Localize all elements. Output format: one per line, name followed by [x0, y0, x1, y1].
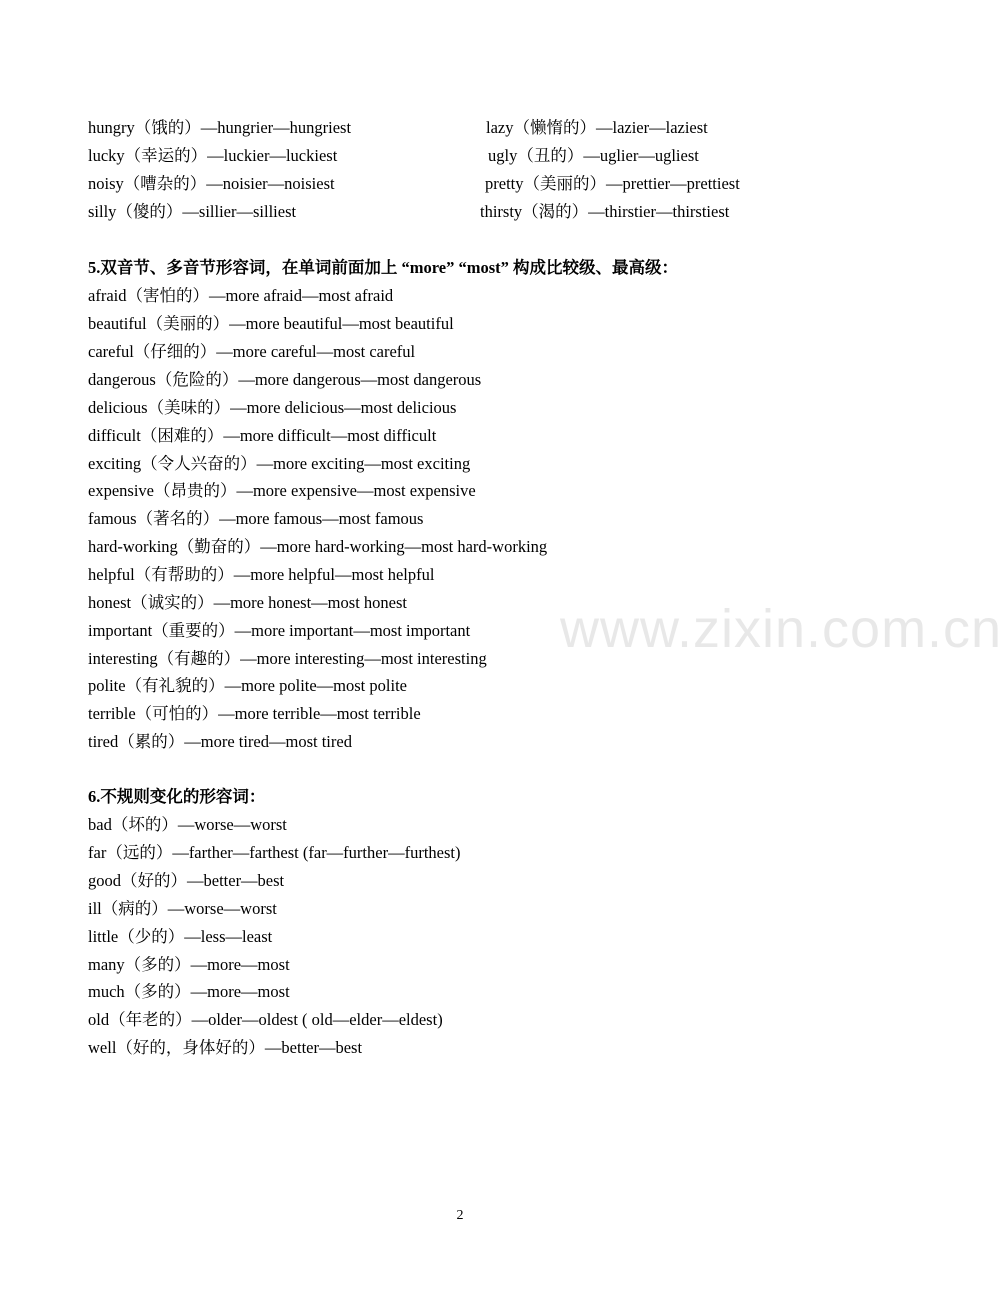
list-item: famous（著名的）—more famous—most famous — [88, 509, 424, 528]
row-left-text: lucky（幸运的）—luckier—luckiest — [88, 146, 338, 165]
list-item: many（多的）—more—most — [88, 955, 290, 974]
watermark: www.zixin.com.cn — [560, 599, 1002, 659]
list-item: difficult（困难的）—more difficult—most difficult — [88, 426, 437, 445]
list-item: careful（仔细的）—more careful—most careful — [88, 342, 416, 361]
list-item: far（远的）—farther—farthest (far—further—furthest) — [88, 843, 461, 862]
list-item: hard-working（勤奋的）—more hard-working—most hard-working — [88, 537, 548, 556]
row-right-text: lazy（懒惰的）—lazier—laziest — [486, 118, 708, 137]
list-item: beautiful（美丽的）—more beautiful—most beautiful — [88, 314, 454, 333]
list-item: good（好的）—better—best — [88, 871, 285, 890]
page-number: 2 — [456, 1208, 464, 1223]
row-left-text: noisy（嘈杂的）—noisier—noisiest — [88, 174, 335, 193]
list-item: polite（有礼貌的）—more polite—most polite — [88, 676, 407, 695]
list-item: terrible（可怕的）—more terrible—most terrible — [88, 704, 421, 723]
list-item: dangerous（危险的）—more dangerous—most dangerous — [88, 370, 482, 389]
section-6-heading: 6.不规则变化的形容词： — [88, 787, 266, 806]
list-item: helpful（有帮助的）—more helpful—most helpful — [88, 565, 435, 584]
list-item: interesting（有趣的）—more interesting—most interesting — [88, 649, 487, 668]
list-item: little（少的）—less—least — [88, 927, 273, 946]
list-item: old（年老的）—older—oldest ( old—elder—eldest) — [88, 1010, 443, 1029]
list-item: exciting（令人兴奋的）—more exciting—most exciting — [88, 454, 471, 473]
section-5-heading: 5.双音节、多音节形容词，在单词前面加上 “more” “most” 构成比较级、最高级： — [88, 258, 679, 277]
list-item: tired（累的）—more tired—most tired — [88, 732, 352, 751]
list-item: bad（坏的）—worse—worst — [88, 815, 287, 834]
list-item: much（多的）—more—most — [88, 982, 290, 1001]
row-right-text: pretty（美丽的）—prettier—prettiest — [485, 174, 740, 193]
list-item: honest（诚实的）—more honest—most honest — [88, 593, 407, 612]
row-left-text: silly（傻的）—sillier—silliest — [88, 202, 297, 221]
list-item: afraid（害怕的）—more afraid—most afraid — [88, 286, 394, 305]
list-item: important（重要的）—more important—most important — [88, 621, 471, 640]
list-item: well（好的，身体好的）—better—best — [88, 1038, 363, 1057]
list-item: expensive（昂贵的）—more expensive—most expensive — [88, 481, 476, 500]
row-right-text: thirsty（渴的）—thirstier—thirstiest — [480, 202, 730, 221]
row-right-text: ugly（丑的）—uglier—ugliest — [488, 146, 699, 165]
list-item: ill（病的）—worse—worst — [88, 899, 277, 918]
list-item: delicious（美味的）—more delicious—most delicious — [88, 398, 457, 417]
row-left-text: hungry（饿的）—hungrier—hungriest — [88, 118, 352, 137]
